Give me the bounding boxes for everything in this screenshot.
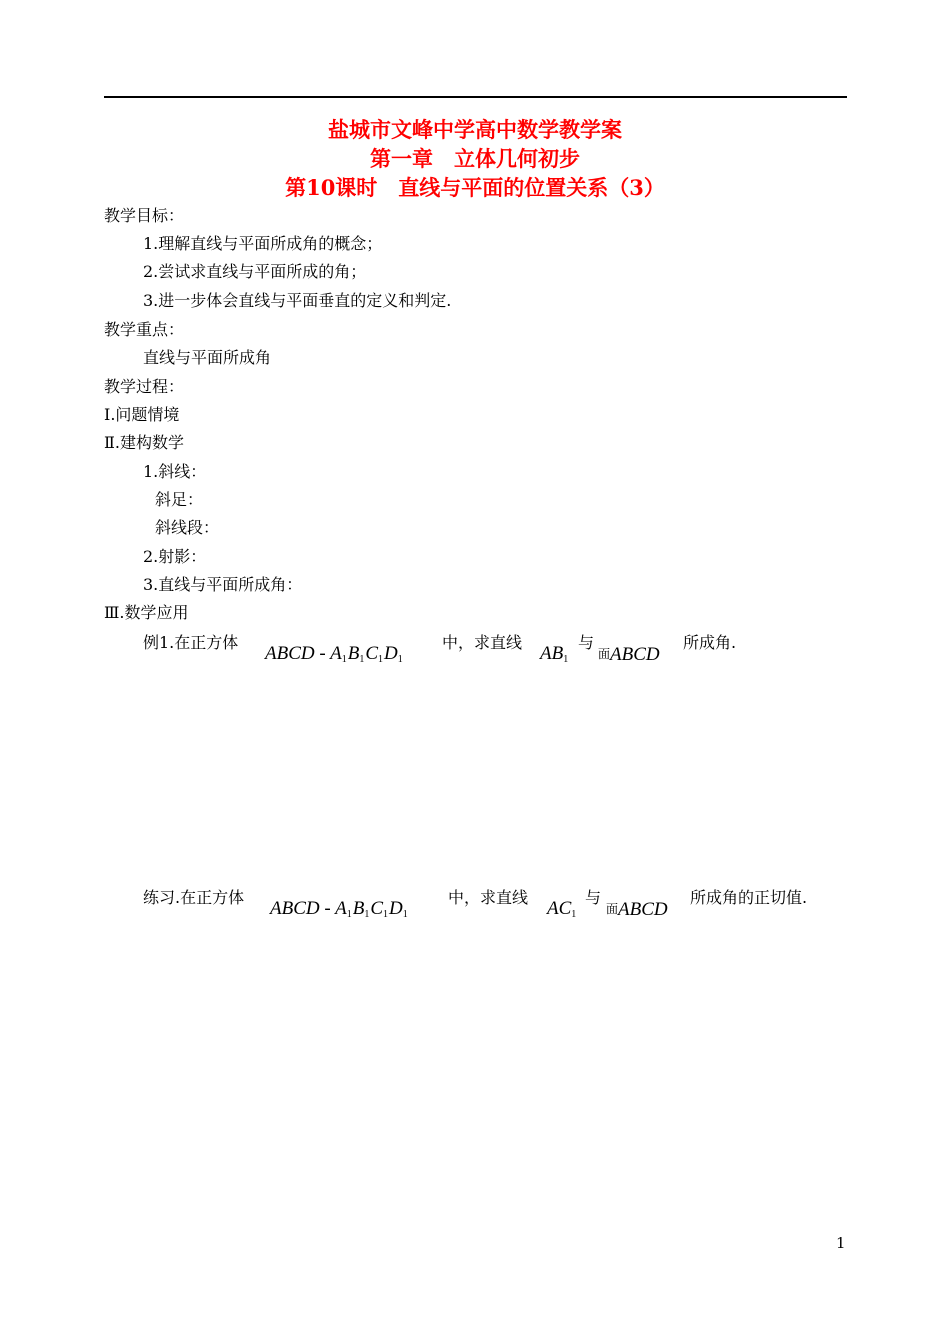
exercise-suffix: 所成角的正切值. [690,888,808,907]
exercise-cube-formula: ABCD - $A_1B_1C_1D_1$ [270,898,408,920]
example-1-and-text: 与 [578,633,595,652]
page-number: 1 [836,1234,846,1252]
example-1-prefix: 例1.在正方体 [143,633,239,652]
section-problem-situation: Ⅰ.问题情境 [104,405,180,424]
construct-item: 2.射影： [143,547,207,566]
objectives-heading: 教学目标： [104,206,185,225]
objective-item: 3.进一步体会直线与平面垂直的定义和判定. [143,291,452,310]
process-heading: 教学过程： [104,377,185,396]
construct-item: 斜足： [155,490,204,509]
key-point-heading: 教学重点： [104,320,185,339]
section-math-application: Ⅲ.数学应用 [104,603,189,622]
school-title: 盐城市文峰中学高中数学教学案 [328,117,622,142]
example-1-suffix: 所成角. [683,633,737,652]
exercise-face-formula: 面ABCD [606,899,668,920]
exercise-prefix: 练习.在正方体 [143,888,245,907]
objective-item: 1.理解直线与平面所成角的概念； [143,234,383,253]
exercise-line-formula: $AC_1$ [547,898,577,920]
section-construct-math: Ⅱ.建构数学 [104,433,184,452]
header-rule [104,96,847,98]
exercise-mid-text: 中，求直线 [448,888,529,907]
example-1-mid-text: 中，求直线 [442,633,523,652]
example-1-face-formula: 面ABCD [598,644,660,665]
exercise-and-text: 与 [585,888,602,907]
key-point-text: 直线与平面所成角 [143,348,272,367]
chapter-title: 第一章 立体几何初步 [370,146,580,171]
lesson-title: 第10课时 直线与平面的位置关系（3） [285,175,665,200]
construct-item: 斜线段： [155,518,220,537]
example-1-cube-formula: ABCD - $A_1B_1C_1D_1$ [265,643,403,665]
objective-item: 2.尝试求直线与平面所成的角； [143,262,367,281]
example-1-line-formula: $AB_1$ [540,643,569,665]
construct-item: 3.直线与平面所成角： [143,575,303,594]
construct-item: 1.斜线： [143,462,207,481]
